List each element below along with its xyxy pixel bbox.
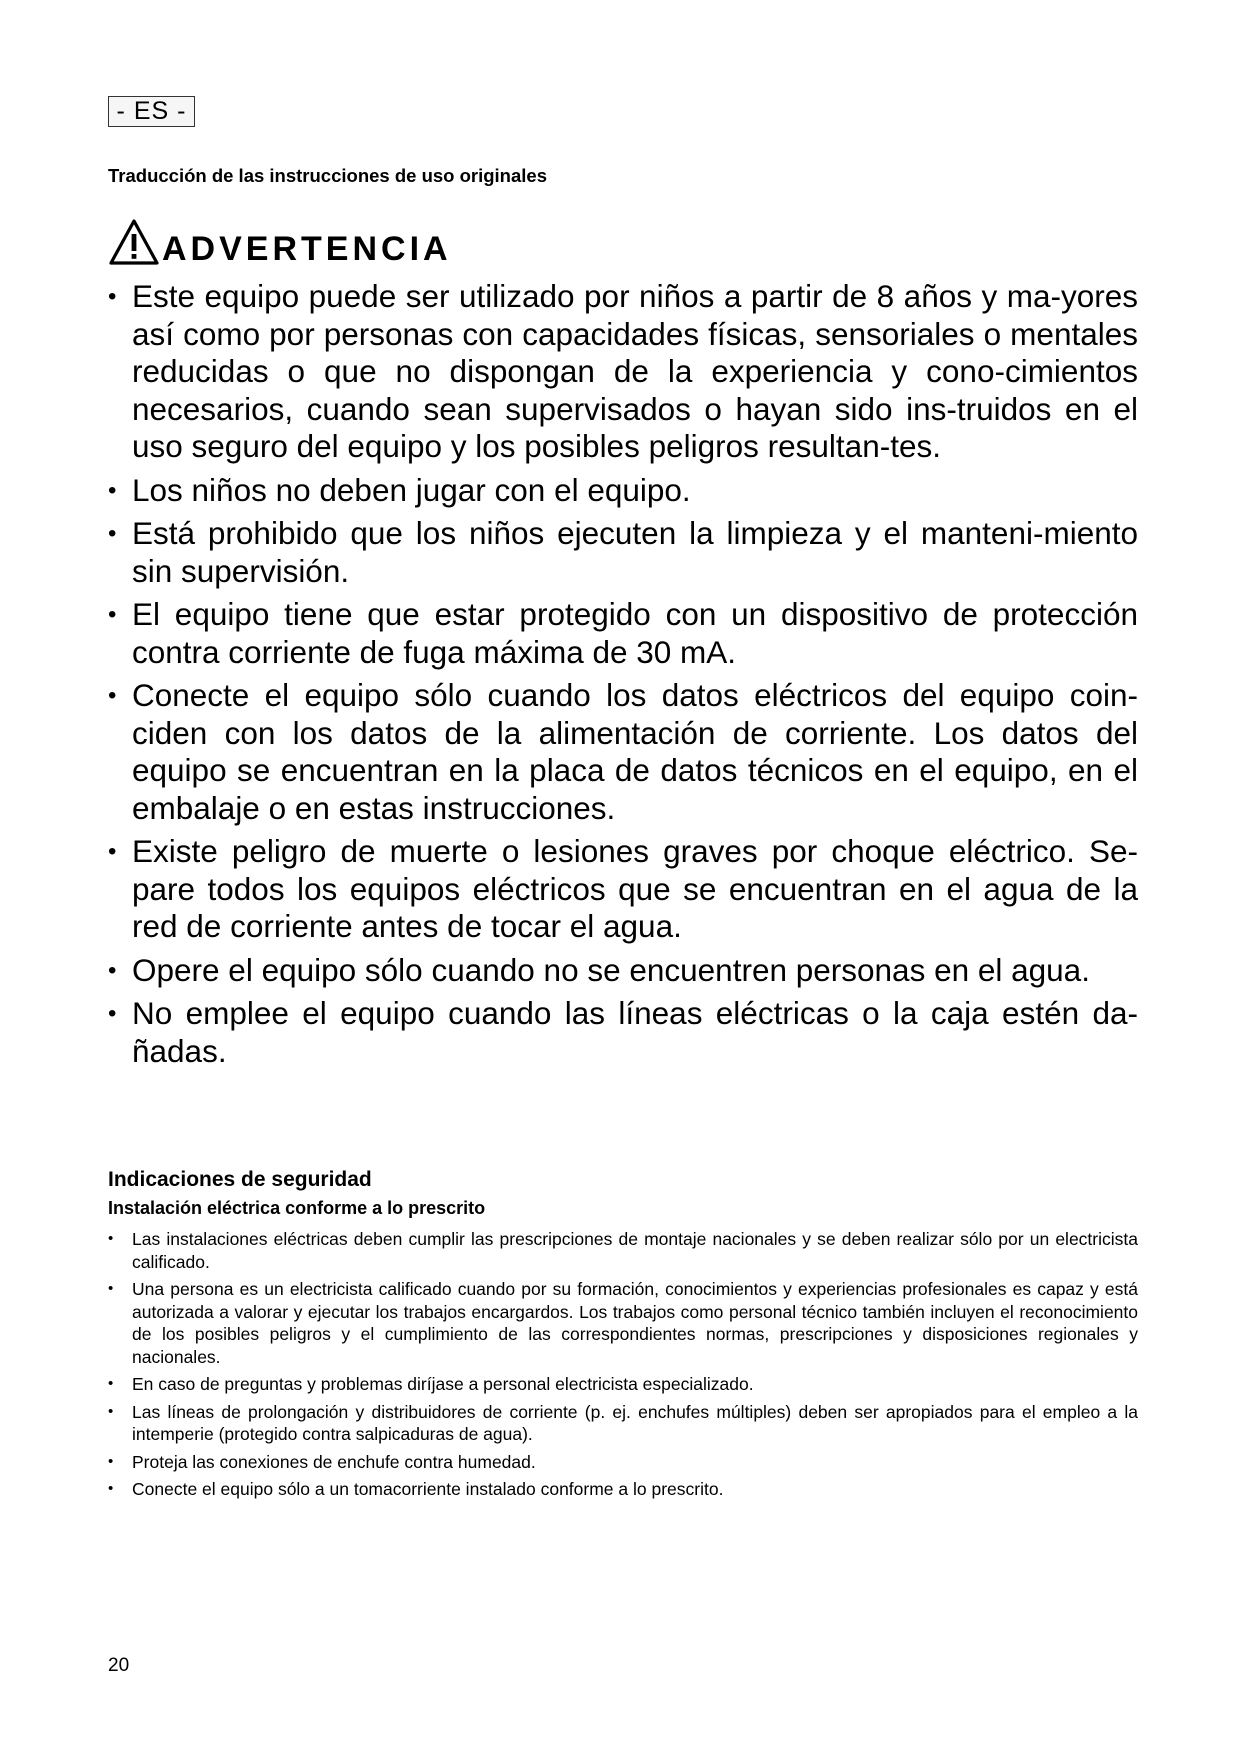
warning-item	[108, 995, 1138, 1070]
safety-item	[108, 1228, 1138, 1273]
page-number: 20	[108, 1655, 130, 1676]
safety-subheading: Instalación eléctrica conforme a lo prescrito	[108, 1198, 486, 1218]
warning-item-text: El equipo tiene que estar protegido con un dispositivo de protección contra corriente de fuga máxima de 30 mA.	[132, 596, 1138, 670]
warning-title: ADVERTENCIA	[162, 230, 452, 268]
bullet-icon: •	[108, 520, 117, 547]
safety-item-text: Las líneas de prolongación y distribuidores de corriente (p. ej. enchufes múltiples) deben ser apropiados para el empleo a la intemperie (protegido contra salpicaduras de agua).	[132, 1401, 1138, 1444]
bullet-icon: •	[108, 682, 117, 709]
safety-item-text: Proteja las conexiones de enchufe contra humedad.	[132, 1451, 536, 1472]
warning-heading	[108, 218, 452, 266]
warning-item-text: Opere el equipo sólo cuando no se encuentren personas en el agua.	[132, 951, 1090, 988]
warning-item	[108, 952, 1138, 990]
bullet-icon: •	[108, 1452, 114, 1470]
bullet-icon: •	[108, 1280, 114, 1297]
bullet-icon: •	[108, 1230, 114, 1247]
safety-heading: Indicaciones de seguridad	[108, 1168, 372, 1191]
bullet-icon: •	[108, 1480, 114, 1497]
document-subtitle: Traducción de las instrucciones de uso originales	[108, 165, 547, 186]
safety-item-text: Conecte el equipo sólo a un tomacorriente instalado conforme a lo prescrito.	[132, 1479, 724, 1499]
safety-item-text: En caso de preguntas y problemas diríjase a personal electricista especializado.	[132, 1374, 754, 1394]
warning-item-text: Existe peligro de muerte o lesiones graves por choque eléctrico. Se-pare todos los equipos eléctricos que se encuentran en el agua de la red de corriente antes de tocar el agua.	[132, 833, 1138, 944]
warning-item	[108, 472, 1138, 510]
safety-item	[108, 1478, 1138, 1501]
warning-list	[108, 278, 1138, 1076]
warning-item	[108, 515, 1138, 590]
warning-item	[108, 278, 1138, 466]
bullet-icon: •	[108, 283, 117, 310]
warning-item-text: Este equipo puede ser utilizado por niños a partir de 8 años y ma-yores así como por personas con capacidades físicas, sensoriales o mentales reducidas o que no dispongan de la experiencia y cono-cimientos necesarios, cuando sean supervisados o hayan sido ins-truidos en el uso seguro del equipo y los posibles peligros resultan-tes.	[132, 278, 1138, 464]
warning-triangle-icon	[108, 218, 160, 266]
warning-item-text: Está prohibido que los niños ejecuten la limpieza y el manteni-miento sin supervisión.	[132, 515, 1138, 589]
safety-item-text: Las instalaciones eléctricas deben cumplir las prescripciones de montaje nacionales y se deben realizar sólo por un electricista calificado.	[132, 1229, 1138, 1272]
warning-item-text: No emplee el equipo cuando las líneas eléctricas o la caja estén da-ñadas.	[132, 995, 1138, 1069]
bullet-icon: •	[108, 1402, 114, 1420]
safety-list	[108, 1228, 1138, 1506]
warning-item	[108, 596, 1138, 671]
warning-item-text: Conecte el equipo sólo cuando los datos eléctricos del equipo coin-ciden con los datos de la alimentación de corriente. Los datos del equipo se encuentran en la placa de datos técnicos en el equipo, en el embalaje o en estas instrucciones.	[132, 677, 1138, 826]
bullet-icon: •	[108, 1000, 117, 1027]
safety-item	[108, 1451, 1138, 1474]
bullet-icon: •	[108, 601, 117, 628]
warning-item	[108, 833, 1138, 946]
language-tag: - ES -	[108, 96, 195, 127]
safety-item	[108, 1373, 1138, 1396]
safety-item	[108, 1401, 1138, 1446]
bullet-icon: •	[108, 838, 117, 865]
bullet-icon: •	[108, 1375, 114, 1392]
bullet-icon: •	[108, 476, 117, 504]
bullet-icon: •	[108, 956, 117, 984]
warning-item-text: Los niños no deben jugar con el equipo.	[132, 471, 691, 508]
warning-item	[108, 677, 1138, 827]
safety-item	[108, 1278, 1138, 1368]
safety-item-text: Una persona es un electricista calificado cuando por su formación, conocimientos y experiencias profesionales es capaz y está autorizada a valorar y ejecutar los trabajos encargardos. Los trabajos como personal técnico también incluyen el reconocimiento de los posibles peligros y el cumplimiento de las correspondientes normas, prescripciones y disposiciones regionales y nacionales.	[132, 1279, 1138, 1367]
